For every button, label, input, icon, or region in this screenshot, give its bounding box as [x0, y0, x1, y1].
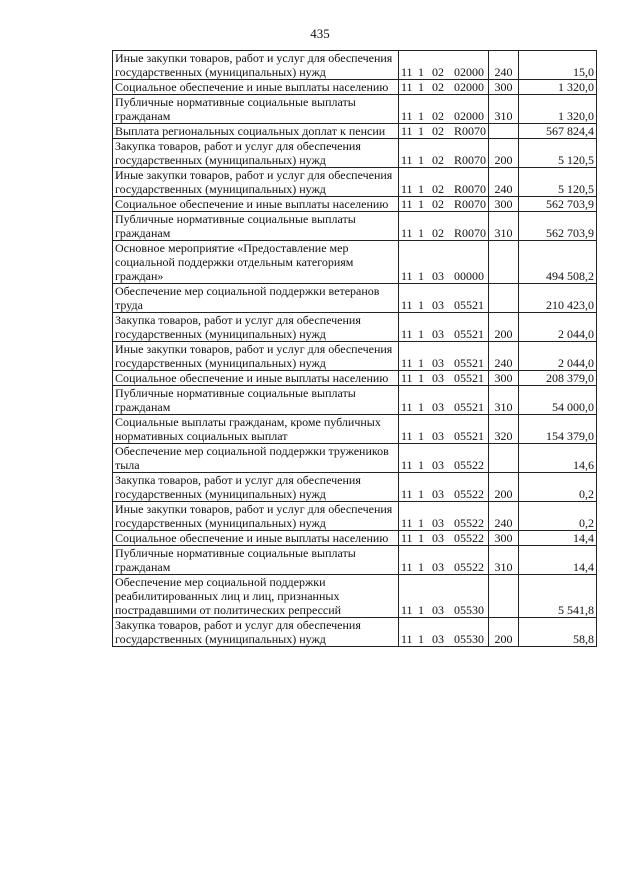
expense-type-cell: 300 [489, 531, 519, 546]
program-code-cell [399, 618, 489, 647]
code-part: 03 [432, 560, 444, 574]
amount-cell: 2 044,0 [519, 342, 597, 371]
amount-cell: 494 508,2 [519, 241, 597, 284]
expense-type-cell: 310 [489, 212, 519, 241]
program-code-cell [399, 284, 489, 313]
amount-cell: 5 120,5 [519, 168, 597, 197]
expense-name-cell: Обеспечение мер социальной поддержки реабилитированных лиц и лиц, признанных пострадавшими от политических репрессий [113, 575, 399, 618]
table-row [113, 415, 597, 444]
program-code-cell [399, 197, 489, 212]
expense-name-cell: Закупка товаров, работ и услуг для обеспечения государственных (муниципальных) нужд [113, 313, 399, 342]
code-part: 11 [401, 298, 413, 312]
code-part: 05522 [454, 487, 484, 501]
table-row [113, 342, 597, 371]
expense-type-cell: 310 [489, 546, 519, 575]
code-part: 11 [401, 429, 413, 443]
code-part: 11 [401, 226, 413, 240]
code-part: 03 [432, 603, 444, 617]
code-part: 02 [432, 226, 444, 240]
code-part: 05521 [454, 400, 484, 414]
expense-type-cell: 300 [489, 197, 519, 212]
amount-cell: 562 703,9 [519, 212, 597, 241]
code-part: 1 [418, 109, 424, 123]
expense-name-cell: Публичные нормативные социальные выплаты гражданам [113, 386, 399, 415]
code-part: 11 [401, 197, 413, 211]
program-code-cell [399, 502, 489, 531]
code-part: 11 [401, 458, 413, 472]
expense-name-cell: Социальное обеспечение и иные выплаты населению [113, 371, 399, 386]
expense-name-cell: Публичные нормативные социальные выплаты гражданам [113, 546, 399, 575]
table-row [113, 444, 597, 473]
expense-type-cell [489, 284, 519, 313]
code-part: 11 [401, 603, 413, 617]
expense-type-cell [489, 575, 519, 618]
code-part: 11 [401, 327, 413, 341]
table-row [113, 80, 597, 95]
expense-type-cell: 320 [489, 415, 519, 444]
expense-type-cell: 310 [489, 95, 519, 124]
code-part: 05530 [454, 632, 484, 646]
amount-cell: 562 703,9 [519, 197, 597, 212]
amount-cell: 14,6 [519, 444, 597, 473]
expense-name-cell: Иные закупки товаров, работ и услуг для обеспечения государственных (муниципальных) нужд [113, 168, 399, 197]
code-part: 05522 [454, 458, 484, 472]
code-part: 1 [418, 516, 424, 530]
code-part: 05521 [454, 371, 484, 385]
code-part: R0070 [454, 153, 487, 167]
table-row [113, 51, 597, 80]
expense-name-cell: Обеспечение мер социальной поддержки ветеранов труда [113, 284, 399, 313]
program-code-cell [399, 386, 489, 415]
expense-name-cell: Социальное обеспечение и иные выплаты населению [113, 531, 399, 546]
expense-type-cell [489, 241, 519, 284]
expense-type-cell: 240 [489, 342, 519, 371]
table-row [113, 575, 597, 618]
expense-name-cell: Основное мероприятие «Предоставление мер социальной поддержки отдельным категориям граждан» [113, 241, 399, 284]
code-part: 02 [432, 153, 444, 167]
expense-type-cell: 310 [489, 386, 519, 415]
code-part: 11 [401, 153, 413, 167]
expense-type-cell [489, 444, 519, 473]
code-part: 03 [432, 531, 444, 545]
code-part: R0070 [454, 197, 487, 211]
expense-name-cell: Закупка товаров, работ и услуг для обеспечения государственных (муниципальных) нужд [113, 618, 399, 647]
code-part: 1 [418, 371, 424, 385]
amount-cell: 0,2 [519, 473, 597, 502]
program-code-cell [399, 241, 489, 284]
program-code-cell [399, 168, 489, 197]
amount-cell: 14,4 [519, 546, 597, 575]
expense-name-cell: Закупка товаров, работ и услуг для обеспечения государственных (муниципальных) нужд [113, 139, 399, 168]
expense-type-cell: 240 [489, 51, 519, 80]
code-part: R0070 [454, 124, 487, 138]
amount-cell: 5 120,5 [519, 139, 597, 168]
code-part: 1 [418, 487, 424, 501]
table-row [113, 313, 597, 342]
code-part: 1 [418, 531, 424, 545]
table-row [113, 284, 597, 313]
amount-cell: 210 423,0 [519, 284, 597, 313]
code-part: 02 [432, 65, 444, 79]
amount-cell: 15,0 [519, 51, 597, 80]
amount-cell: 1 320,0 [519, 80, 597, 95]
expense-type-cell: 240 [489, 168, 519, 197]
expense-name-cell: Социальные выплаты гражданам, кроме публичных нормативных социальных выплат [113, 415, 399, 444]
program-code-cell [399, 124, 489, 139]
code-part: 03 [432, 298, 444, 312]
code-part: 11 [401, 371, 413, 385]
code-part: 05522 [454, 531, 484, 545]
program-code-cell [399, 51, 489, 80]
table-row [113, 618, 597, 647]
program-code-cell [399, 342, 489, 371]
table-row [113, 95, 597, 124]
code-part: 02 [432, 109, 444, 123]
code-part: 05522 [454, 516, 484, 530]
program-code-cell [399, 139, 489, 168]
expense-type-cell: 200 [489, 313, 519, 342]
table-row [113, 197, 597, 212]
table-row [113, 139, 597, 168]
amount-cell: 14,4 [519, 531, 597, 546]
code-part: R0070 [454, 182, 487, 196]
code-part: 1 [418, 327, 424, 341]
code-part: 02000 [454, 80, 484, 94]
expense-name-cell: Социальное обеспечение и иные выплаты населению [113, 197, 399, 212]
table-row [113, 371, 597, 386]
code-part: 11 [401, 487, 413, 501]
code-part: 1 [418, 182, 424, 196]
program-code-cell [399, 212, 489, 241]
code-part: 1 [418, 356, 424, 370]
code-part: 1 [418, 124, 424, 138]
table-row [113, 124, 597, 139]
amount-cell: 567 824,4 [519, 124, 597, 139]
amount-cell: 58,8 [519, 618, 597, 647]
expense-name-cell: Выплата региональных социальных доплат к пенсии [113, 124, 399, 139]
code-part: 11 [401, 632, 413, 646]
code-part: 03 [432, 458, 444, 472]
amount-cell: 0,2 [519, 502, 597, 531]
code-part: 03 [432, 429, 444, 443]
code-part: 11 [401, 400, 413, 414]
code-part: 02000 [454, 109, 484, 123]
expense-name-cell: Иные закупки товаров, работ и услуг для обеспечения государственных (муниципальных) нужд [113, 51, 399, 80]
code-part: 1 [418, 400, 424, 414]
code-part: 11 [401, 356, 413, 370]
amount-cell: 5 541,8 [519, 575, 597, 618]
code-part: 1 [418, 80, 424, 94]
expense-type-cell [489, 124, 519, 139]
code-part: 03 [432, 487, 444, 501]
code-part: 03 [432, 269, 444, 283]
expense-type-cell: 200 [489, 139, 519, 168]
expense-name-cell: Закупка товаров, работ и услуг для обеспечения государственных (муниципальных) нужд [113, 473, 399, 502]
table-row [113, 212, 597, 241]
expense-type-cell: 300 [489, 80, 519, 95]
table-row [113, 546, 597, 575]
expense-name-cell: Иные закупки товаров, работ и услуг для обеспечения государственных (муниципальных) нужд [113, 502, 399, 531]
code-part: 05521 [454, 429, 484, 443]
table-row [113, 473, 597, 502]
expense-name-cell: Публичные нормативные социальные выплаты гражданам [113, 212, 399, 241]
program-code-cell [399, 473, 489, 502]
code-part: 1 [418, 298, 424, 312]
code-part: 1 [418, 560, 424, 574]
code-part: 1 [418, 458, 424, 472]
page-number: 435 [310, 26, 330, 41]
code-part: 03 [432, 327, 444, 341]
code-part: 03 [432, 632, 444, 646]
code-part: 03 [432, 371, 444, 385]
amount-cell: 2 044,0 [519, 313, 597, 342]
code-part: 11 [401, 109, 413, 123]
expense-name-cell: Социальное обеспечение и иные выплаты населению [113, 80, 399, 95]
expense-type-cell: 200 [489, 473, 519, 502]
code-part: 11 [401, 80, 413, 94]
code-part: 02 [432, 80, 444, 94]
program-code-cell [399, 371, 489, 386]
program-code-cell [399, 575, 489, 618]
code-part: 05522 [454, 560, 484, 574]
code-part: R0070 [454, 226, 487, 240]
expense-type-cell: 200 [489, 618, 519, 647]
amount-cell: 208 379,0 [519, 371, 597, 386]
table-row [113, 241, 597, 284]
code-part: 05521 [454, 356, 484, 370]
program-code-cell [399, 95, 489, 124]
expense-type-cell: 300 [489, 371, 519, 386]
code-part: 02000 [454, 65, 484, 79]
code-part: 1 [418, 65, 424, 79]
code-part: 11 [401, 124, 413, 138]
code-part: 05530 [454, 603, 484, 617]
code-part: 00000 [454, 269, 484, 283]
program-code-cell [399, 415, 489, 444]
code-part: 11 [401, 269, 413, 283]
program-code-cell [399, 444, 489, 473]
code-part: 05521 [454, 327, 484, 341]
budget-table-body [113, 51, 597, 647]
expense-type-cell: 240 [489, 502, 519, 531]
code-part: 1 [418, 269, 424, 283]
code-part: 11 [401, 516, 413, 530]
program-code-cell [399, 80, 489, 95]
expense-name-cell: Обеспечение мер социальной поддержки тружеников тыла [113, 444, 399, 473]
code-part: 03 [432, 356, 444, 370]
program-code-cell [399, 546, 489, 575]
amount-cell: 1 320,0 [519, 95, 597, 124]
amount-cell: 54 000,0 [519, 386, 597, 415]
code-part: 11 [401, 65, 413, 79]
code-part: 05521 [454, 298, 484, 312]
expense-name-cell: Иные закупки товаров, работ и услуг для обеспечения государственных (муниципальных) нужд [113, 342, 399, 371]
table-row [113, 168, 597, 197]
expense-name-cell: Публичные нормативные социальные выплаты гражданам [113, 95, 399, 124]
code-part: 1 [418, 429, 424, 443]
code-part: 11 [401, 531, 413, 545]
code-part: 03 [432, 516, 444, 530]
code-part: 03 [432, 400, 444, 414]
code-part: 11 [401, 182, 413, 196]
table-row [113, 502, 597, 531]
code-part: 1 [418, 197, 424, 211]
code-part: 02 [432, 182, 444, 196]
program-code-cell [399, 531, 489, 546]
program-code-cell [399, 313, 489, 342]
code-part: 02 [432, 197, 444, 211]
code-part: 1 [418, 632, 424, 646]
code-part: 1 [418, 603, 424, 617]
code-part: 11 [401, 560, 413, 574]
table-row [113, 386, 597, 415]
budget-table [112, 50, 597, 647]
amount-cell: 154 379,0 [519, 415, 597, 444]
code-part: 1 [418, 226, 424, 240]
code-part: 1 [418, 153, 424, 167]
code-part: 02 [432, 124, 444, 138]
table-row [113, 531, 597, 546]
